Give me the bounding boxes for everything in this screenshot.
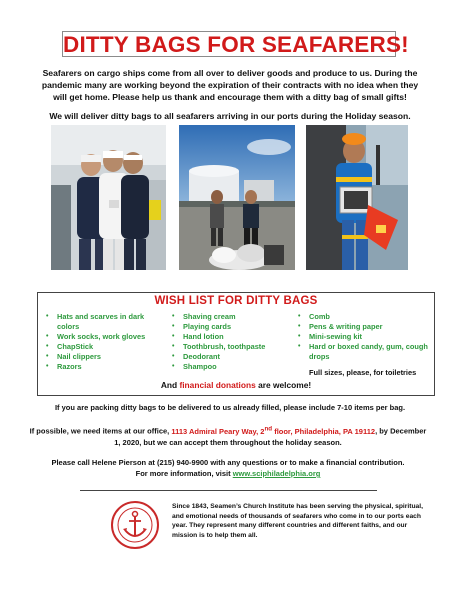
flyer-title: DITTY BAGS FOR SEAFARERS! [63, 32, 409, 57]
intro-paragraph: Seafarers on cargo ships come from all over to deliver goods and produce to us. During the pandemic many are working beyond the expiration of their contracts with no idea when they will get home. Please help us thank and encourage them with a ditty bag of small gifts! [41, 68, 419, 102]
photo-worker-with-gifts [306, 125, 408, 270]
list-item: • Pens & writing paper [298, 322, 383, 331]
list-item: • Comb [298, 312, 330, 321]
bullet-icon: • [46, 333, 49, 340]
list-item: • Toothbrush, toothpaste [172, 342, 266, 351]
bullet-icon: • [172, 333, 175, 340]
bullet-icon: • [46, 343, 49, 350]
list-item: • Playing cards [172, 322, 232, 331]
bullet-icon: • [298, 323, 301, 330]
bullet-icon: • [46, 353, 49, 360]
bullet-icon: • [172, 353, 175, 360]
list-item: • Mini-sewing kit [298, 332, 362, 341]
bullet-icon: • [298, 343, 301, 350]
bullet-icon: • [46, 363, 49, 370]
list-item: • Deodorant [172, 352, 220, 361]
full-sizes-note: Full sizes, please, for toiletries [309, 368, 417, 377]
wish-list-column-3 [296, 312, 431, 362]
wish-list-column-2 [170, 312, 290, 372]
list-item: • Hand lotion [172, 332, 224, 341]
website-link[interactable]: www.sciphiladelphia.org [232, 469, 321, 478]
contact-web-line: For more information, visit www.sciphiladelphia.org [135, 469, 321, 478]
bullet-icon: • [172, 323, 175, 330]
wish-list-column-1 [44, 312, 166, 372]
photo-seafarers-in-masks [51, 125, 166, 270]
wish-list-title: WISH LIST FOR DITTY BAGS [154, 295, 318, 307]
bullet-icon: • [46, 313, 49, 320]
donations-line: And financial donations are welcome! [160, 380, 312, 390]
delivery-paragraph: We will deliver ditty bags to all seafarers arriving in our ports during the Holiday season. [49, 111, 411, 121]
bullet-icon: • [298, 333, 301, 340]
list-item: • Hard or boxed candy, gum, cough drops [298, 342, 428, 361]
list-item: • Shaving cream [172, 312, 236, 321]
wish-list-box [37, 292, 435, 396]
bullet-icon: • [172, 363, 175, 370]
photo-pier-with-bags [179, 125, 295, 270]
list-item: • Hats and scarves in dark colors [46, 312, 145, 331]
bullet-icon: • [298, 313, 301, 320]
list-item: • ChapStick [46, 342, 94, 351]
about-paragraph: Since 1843, Seamen’s Church Institute has been serving the physical, spiritual, and emotional needs of thousands of seafarers who come in to our ports each year. They represent many different countries and different faiths, and our mission is to help them all. [172, 503, 423, 539]
bullet-icon: • [172, 313, 175, 320]
anchor-seal-icon [110, 500, 160, 550]
contact-note [28, 457, 428, 479]
office-address: 1113 Admiral Peary Way, 2nd floor, Philadelphia, PA 19112 [171, 425, 376, 436]
list-item: • Shampoo [172, 362, 217, 371]
bullet-icon: • [172, 343, 175, 350]
divider-line [80, 490, 377, 491]
contact-phone-line: Please call Helene Pierson at (215) 940-9900 with any questions or to make a financial contribution. [51, 458, 405, 467]
list-item: • Work socks, work gloves [46, 332, 146, 341]
list-item: • Razors [46, 362, 82, 371]
packing-note: If you are packing ditty bags to be delivered to us already filled, please include 7-10 items per bag. [54, 403, 406, 412]
office-dropoff-note: If possible, we need items at our office, 1113 Admiral Peary Way, 2nd floor, Philadelphia, PA 19112, by December 1, 2020, but we can accept them throughout the holiday season. [29, 425, 427, 447]
donations-highlight: financial donations [179, 380, 256, 390]
list-item: • Nail clippers [46, 352, 101, 361]
